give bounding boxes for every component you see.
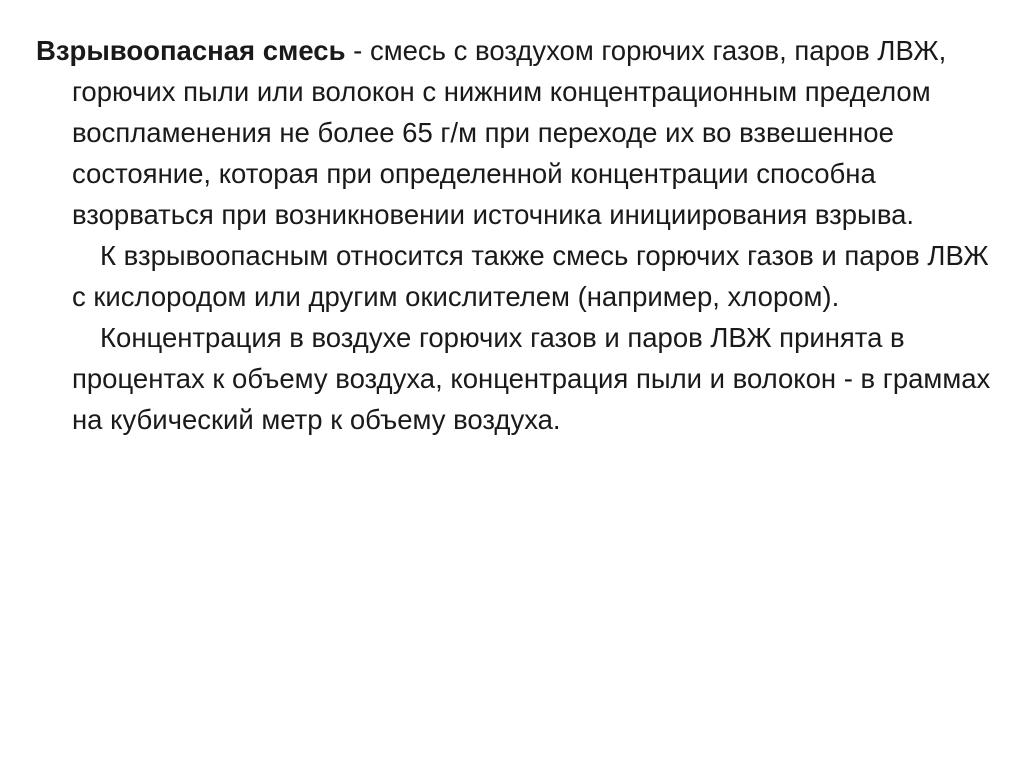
defined-term: Взрывоопасная смесь (36, 35, 346, 66)
concentration-text: Концентрация в воздухе горючих газов и паров ЛВЖ принята в процентах к объему воздуха, концентрация пыли и волокон - в граммах на кубический метр к объему воздуха. (72, 322, 991, 435)
oxidizer-paragraph (36, 235, 996, 317)
definition-text: - смесь с воздухом горючих газов, паров ЛВЖ, горючих пыли или волокон с нижним концентрационным пределом воспламенения не более 65 г/м при переходе их во взвешенное состояние, которая при определенной концентрации способна взорваться при возникновении источника инициирования взрыва. (72, 35, 947, 230)
definition-paragraph (36, 30, 996, 235)
slide-body (36, 30, 996, 440)
concentration-paragraph (36, 317, 996, 440)
oxidizer-text: К взрывоопасным относится также смесь горючих газов и паров ЛВЖ с кислородом или другим окислителем (например, хлором). (72, 240, 989, 312)
